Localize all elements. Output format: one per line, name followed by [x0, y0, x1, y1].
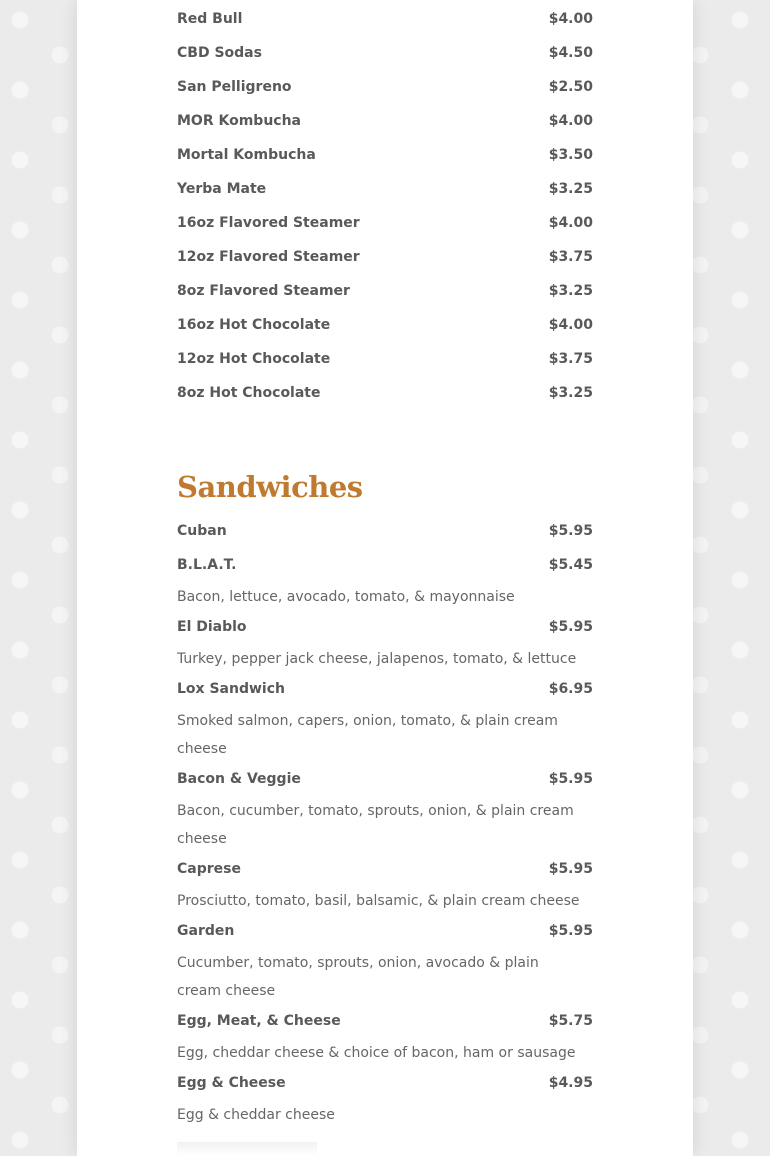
- item-price: $5.45: [548, 557, 593, 573]
- item-price: $2.50: [548, 79, 593, 95]
- menu-page: [77, 0, 693, 1156]
- menu-item: [177, 859, 593, 915]
- menu-item: [177, 281, 593, 315]
- item-price: $5.95: [548, 771, 593, 787]
- item-description: Egg & cheddar cheese: [177, 1107, 335, 1123]
- menu-item: [177, 521, 593, 549]
- item-price: $3.25: [548, 181, 593, 197]
- item-price: $5.95: [548, 923, 593, 939]
- item-price: $3.75: [548, 249, 593, 265]
- item-name: Red Bull: [177, 11, 243, 27]
- item-header: [177, 555, 593, 583]
- menu-item: [177, 383, 593, 417]
- menu-item: [177, 111, 593, 145]
- item-name: Yerba Mate: [177, 181, 267, 197]
- item-name: 8oz Flavored Steamer: [177, 283, 350, 299]
- item-price: $4.00: [548, 215, 593, 231]
- item-header: [177, 679, 593, 707]
- item-name: CBD Sodas: [177, 45, 262, 61]
- item-price: $4.95: [548, 1075, 593, 1091]
- item-description: Bacon, lettuce, avocado, tomato, & mayonnaise: [177, 589, 515, 605]
- menu-item: [177, 9, 593, 43]
- item-name: San Pelligreno: [177, 79, 292, 95]
- menu-item: [177, 247, 593, 281]
- item-name: MOR Kombucha: [177, 113, 301, 129]
- item-price: $3.25: [548, 283, 593, 299]
- item-price: $4.00: [548, 113, 593, 129]
- item-name: Garden: [177, 923, 235, 939]
- item-header: [177, 617, 593, 645]
- sandwiches-list: [177, 521, 593, 1129]
- menu-item: [177, 213, 593, 247]
- item-price: $3.25: [548, 385, 593, 401]
- menu-item: [177, 77, 593, 111]
- item-name: Caprese: [177, 861, 241, 877]
- item-header: [177, 1073, 593, 1101]
- menu-item: [177, 769, 593, 853]
- item-price: $3.50: [548, 147, 593, 163]
- item-description: Turkey, pepper jack cheese, jalapenos, tomato, & lettuce: [177, 651, 577, 667]
- item-name: El Diablo: [177, 619, 247, 635]
- item-name: 12oz Hot Chocolate: [177, 351, 331, 367]
- item-name: 12oz Flavored Steamer: [177, 249, 360, 265]
- next-section-title-faded: [177, 1142, 317, 1156]
- item-description: Cucumber, tomato, sprouts, onion, avocado & plain cream cheese: [177, 955, 539, 999]
- item-name: Lox Sandwich: [177, 681, 285, 697]
- item-header: [177, 521, 593, 549]
- item-price: $5.95: [548, 523, 593, 539]
- item-price: $6.95: [548, 681, 593, 697]
- item-price: $4.00: [548, 317, 593, 333]
- item-price: $3.75: [548, 351, 593, 367]
- item-name: 16oz Flavored Steamer: [177, 215, 360, 231]
- item-description: Smoked salmon, capers, onion, tomato, & plain cream cheese: [177, 713, 558, 757]
- item-description: Bacon, cucumber, tomato, sprouts, onion, & plain cream cheese: [177, 803, 574, 847]
- item-price: $5.75: [548, 1013, 593, 1029]
- item-price: $5.95: [548, 619, 593, 635]
- menu-item: [177, 1073, 593, 1129]
- item-name: 8oz Hot Chocolate: [177, 385, 321, 401]
- item-header: [177, 769, 593, 797]
- menu-item: [177, 1011, 593, 1067]
- item-price: $5.95: [548, 861, 593, 877]
- item-name: 16oz Hot Chocolate: [177, 317, 331, 333]
- item-price: $4.50: [548, 45, 593, 61]
- item-description: Egg, cheddar cheese & choice of bacon, ham or sausage: [177, 1045, 576, 1061]
- section-title-sandwiches: Sandwiches: [177, 470, 363, 504]
- menu-item: [177, 349, 593, 383]
- menu-item: [177, 617, 593, 673]
- menu-item: [177, 179, 593, 213]
- item-description: Prosciutto, tomato, basil, balsamic, & plain cream cheese: [177, 893, 580, 909]
- drinks-list: [177, 0, 593, 417]
- item-price: $4.00: [548, 11, 593, 27]
- menu-content: [177, 0, 593, 1135]
- item-header: [177, 1011, 593, 1039]
- item-name: Egg & Cheese: [177, 1075, 286, 1091]
- item-name: Bacon & Veggie: [177, 771, 301, 787]
- item-name: Egg, Meat, & Cheese: [177, 1013, 341, 1029]
- menu-item: [177, 555, 593, 611]
- item-name: B.L.A.T.: [177, 557, 237, 573]
- menu-item: [177, 315, 593, 349]
- menu-item: [177, 921, 593, 1005]
- menu-item: [177, 679, 593, 763]
- menu-item: [177, 145, 593, 179]
- menu-item: [177, 43, 593, 77]
- item-header: [177, 859, 593, 887]
- item-name: Mortal Kombucha: [177, 147, 316, 163]
- item-header: [177, 921, 593, 949]
- item-name: Cuban: [177, 523, 227, 539]
